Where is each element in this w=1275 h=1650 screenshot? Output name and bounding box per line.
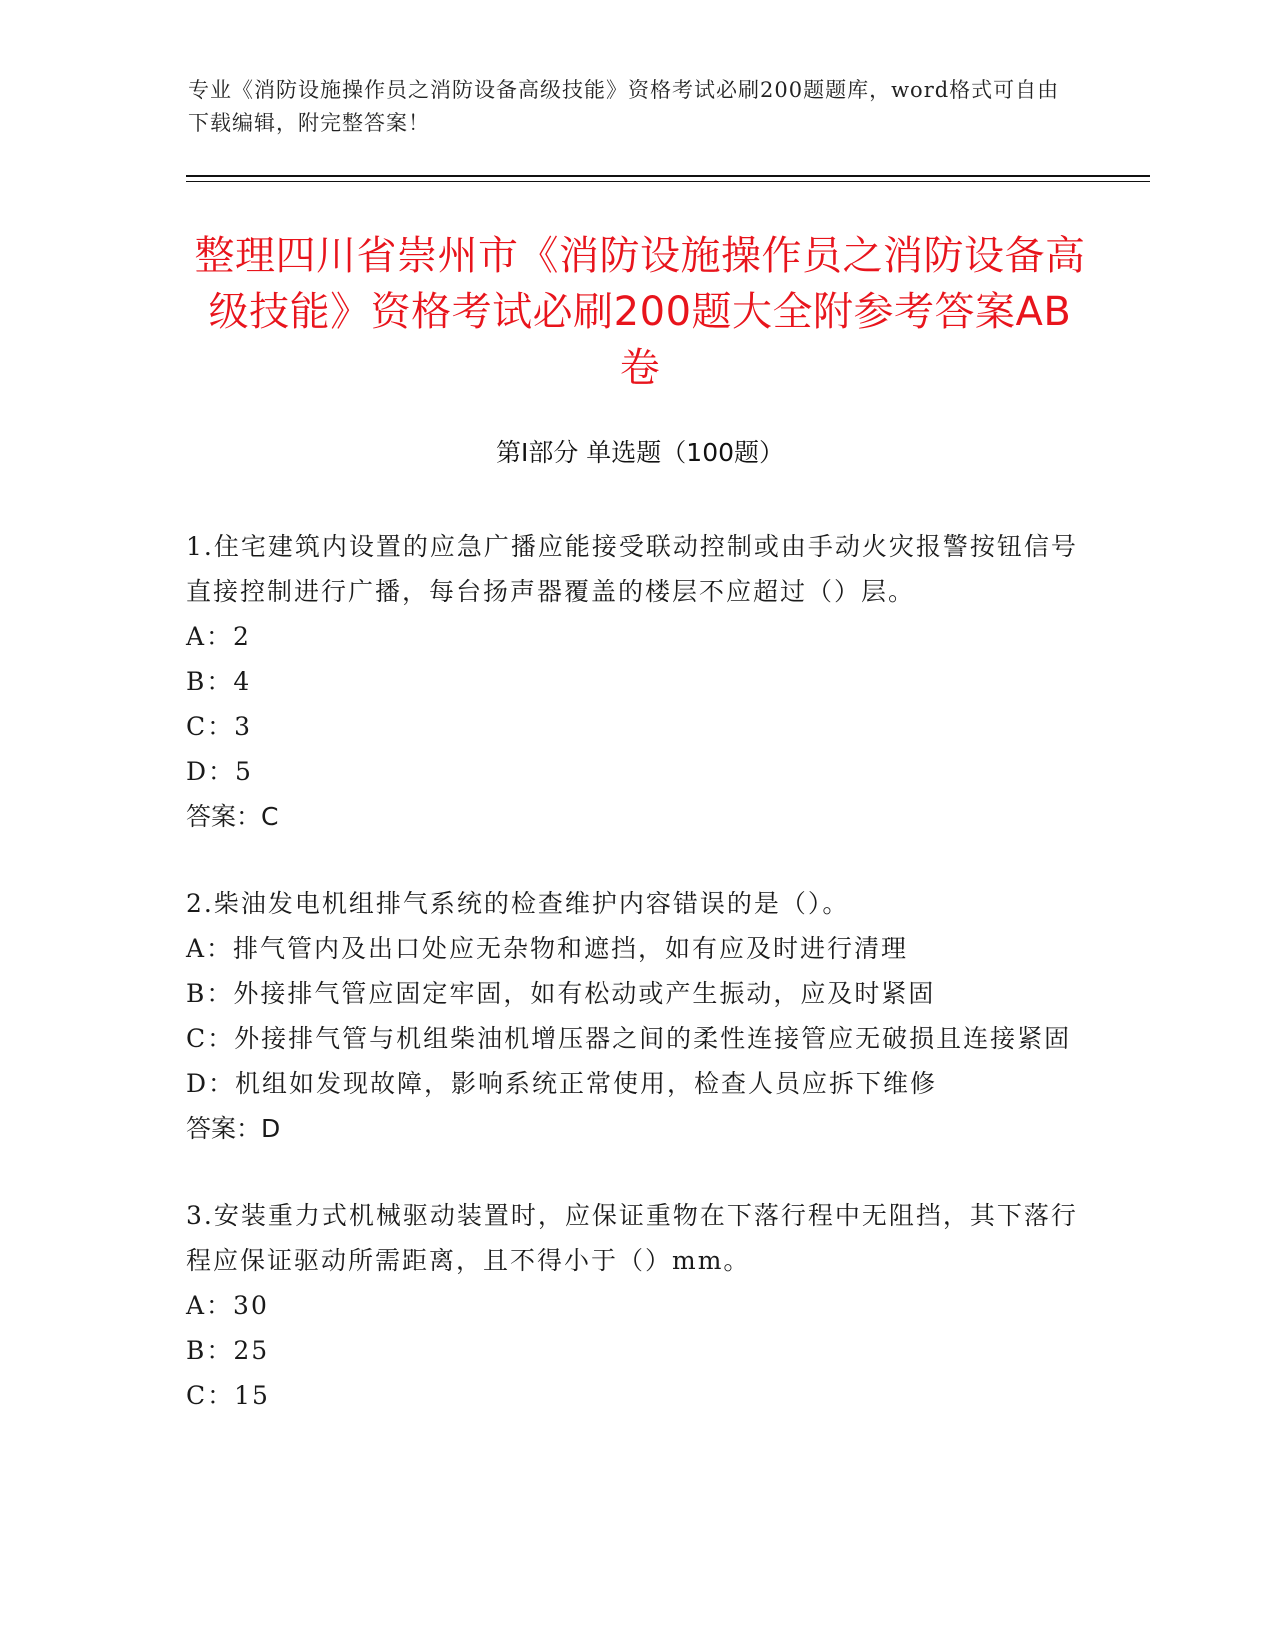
option-b: B：外接排气管应固定牢固，如有松动或产生振动，应及时紧固 [186,979,936,1008]
option-a: A：30 [186,1291,269,1320]
question-3 [186,1193,1086,1418]
question-stem: 3.安装重力式机械驱动装置时，应保证重物在下落行程中无阻挡，其下落行程应保证驱动所需距离，且不得小于（）mm。 [186,1201,1078,1275]
option-c: C：3 [186,712,253,741]
option-b: B：4 [186,667,252,696]
section-heading: 第Ⅰ部分 单选题（100题） [495,438,785,467]
option-c: C：15 [186,1381,270,1410]
option-a: A：2 [186,622,251,651]
option-d: D：机组如发现故障，影响系统正常使用，检查人员应拆下维修 [186,1069,938,1098]
header-divider-thick [186,175,1150,177]
option-b: B：25 [186,1336,270,1365]
question-1 [186,524,1086,839]
header-divider-thin [186,181,1150,182]
answer: 答案：D [186,1114,281,1143]
header-note: 专业《消防设施操作员之消防设备高级技能》资格考试必刷200题题库，word格式可自由下载编辑，附完整答案！ [188,78,1060,135]
option-c: C：外接排气管与机组柴油机增压器之间的柔性连接管应无破损且连接紧固 [186,1024,1072,1053]
option-d: D：5 [186,757,253,786]
document-title: 整理四川省崇州市《消防设施操作员之消防设备高级技能》资格考试必刷200题大全附参考答案AB卷 [194,233,1086,391]
question-2 [186,881,1086,1151]
question-list [186,524,1086,1460]
question-stem: 2.柴油发电机组排气系统的检查维护内容错误的是（）。 [186,889,850,918]
answer: 答案：C [186,802,279,831]
question-stem: 1.住宅建筑内设置的应急广播应能接受联动控制或由手动火灾报警按钮信号直接控制进行广播，每台扬声器覆盖的楼层不应超过（）层。 [186,532,1078,606]
option-a: A：排气管内及出口处应无杂物和遮挡，如有应及时进行清理 [186,934,909,963]
